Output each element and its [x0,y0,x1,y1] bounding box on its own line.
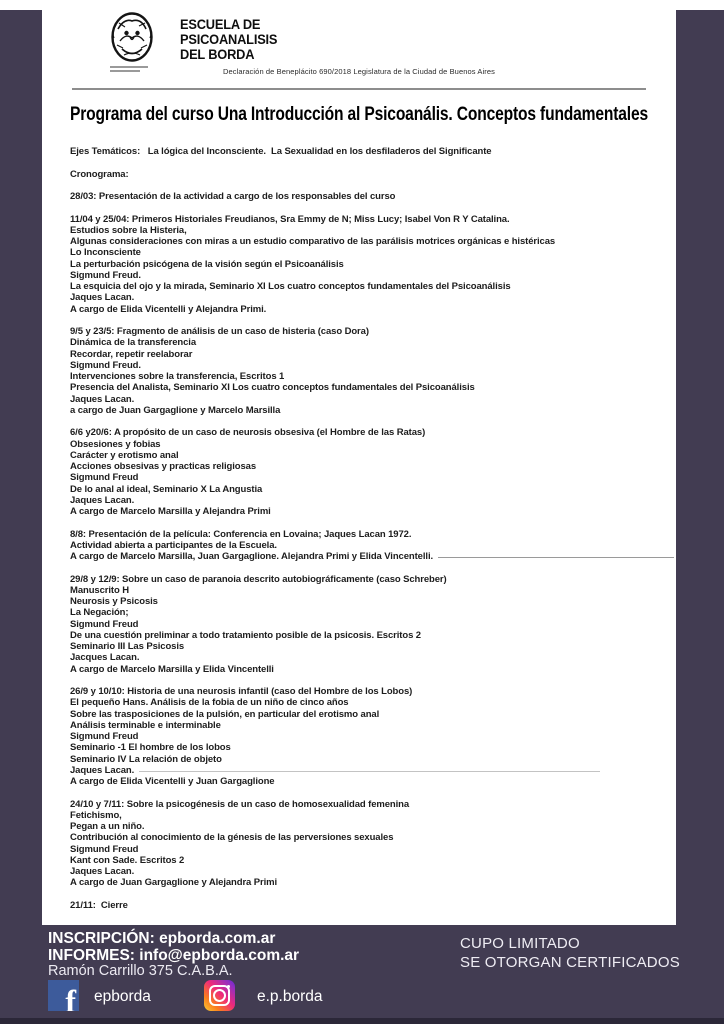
schedule-line-text: Carácter y erotismo anal [70,449,179,461]
schedule-line-text: 11/04 y 25/04: Primeros Historiales Freudianos, Sra Emmy de N; Miss Lucy; Isabel Von R Y Catalina. [70,213,510,225]
school-emblem-icon [108,11,156,63]
schedule-line-text: 24/10 y 7/11: Sobre la psicogénesis de un caso de homosexualidad femenina [70,798,410,810]
schedule-line-text: De una cuestión preliminar a todo tratamiento posible de la psicosis. Escritos 2 [70,629,421,641]
schedule-line [70,720,648,731]
schedule-line [70,360,648,371]
schedule-line [70,461,648,472]
schedule-line-text: A cargo de Elida Vicentelli y Juan Gargaglione [70,776,275,787]
schedule-line [70,371,648,382]
schedule-line-text: Sobre las trasposiciones de la pulsión, en particular del erotismo anal [70,708,380,720]
schedule-line [70,821,648,832]
schedule-line-text: Kant con Sade. Escritos 2 [70,854,185,866]
schedule-line [70,551,648,562]
schedule-line-text: Sigmund Freud [70,731,139,742]
inscription-line [48,930,275,948]
schedule-line-text: Sigmund Freud [70,472,139,484]
schedule-line-text: El pequeño Hans. Análisis de la fobia de un niño de cinco años [70,697,349,709]
schedule-line-text: Sigmund Freud [70,618,139,630]
schedule-section [70,326,648,416]
inscription-url[interactable]: epborda.com.ar [159,930,276,947]
schedule-line-text: A cargo de Elida Vicentelli y Alejandra Primi. [70,303,267,315]
schedule-line-text: La esquicia del ojo y la mirada, Seminario XI Los cuatro conceptos fundamentales del Psicoanálisis [70,281,511,292]
instagram-icon[interactable] [204,980,235,1011]
schedule-line [70,540,648,551]
schedule-line [70,394,648,405]
bottom-edge-shade [0,1018,724,1024]
schedule-line-text: Análisis terminable e interminable [70,719,221,731]
schedule-section [70,574,648,675]
schedule-line-text: Lo Inconsciente [70,247,141,259]
schedule-line [70,450,648,461]
schedule-line [70,619,648,630]
schedule-line [70,697,648,708]
cronograma-label: Cronograma: [70,168,129,180]
schedule-line [70,765,648,776]
schedule-line-text: A cargo de Juan Gargaglione y Alejandra Primi [70,877,278,889]
schedule-line [70,630,648,641]
cronograma-item-opening: 28/03: Presentación de la actividad a cargo de los responsables del curso [70,191,396,202]
ejes-tematicos-line: Ejes Temáticos: La lógica del Inconsciente. La Sexualidad en los desfiladeros del Significante [70,146,492,157]
schedule-line-text: Neurosis y Psicosis [70,596,158,607]
schedule-line [70,292,648,303]
schedule-line [70,844,648,855]
schedule-line-text: a cargo de Juan Gargaglione y Marcelo Marsilla [70,404,281,416]
schedule-line-text: 26/9 y 10/10: Historia de una neurosis infantil (caso del Hombre de los Lobos) [70,686,413,697]
schedule-line-text: Presencia del Analista, Seminario XI Los cuatro conceptos fundamentales del Psicoanálisis [70,382,475,394]
schedule-line [70,259,648,270]
schedule-line [70,754,648,765]
schedule-line [70,247,648,258]
schedule-line-text: Sigmund Freud. [70,359,141,371]
schedule-line [70,776,648,787]
schedule-line [70,236,648,247]
schedule-line [70,427,648,438]
schedule-line-text: A cargo de Marcelo Marsilla, Juan Gargaglione. Alejandra Primi y Elida Vincentelli. [70,551,434,562]
schedule-line-text: 29/8 y 12/9: Sobre un caso de paranoia descrito autobiográficamente (caso Schreber) [70,573,447,585]
schedule-line [70,574,648,585]
schedule-line-text: Dinámica de la transferencia [70,337,197,349]
schedule-line [70,731,648,742]
schedule-line-text: Acciones obsesivas y practicas religiosas [70,461,257,472]
schedule-line-text: Jaques Lacan. [70,393,135,405]
schedule-line-text: Seminario -1 El hombre de los lobos [70,742,231,754]
schedule-line [70,382,648,393]
schedule-line-text: A cargo de Marcelo Marsilla y Alejandra Primi [70,506,271,517]
schedule-line [70,281,648,292]
schedule-line [70,652,648,663]
document-page [42,0,676,925]
schedule-line [70,641,648,652]
schedule-line-text: Obsesiones y fobias [70,438,161,450]
notice-block [460,934,680,972]
schedule-line-text: La Negación; [70,607,129,619]
schedule-line [70,742,648,753]
schedule-section [70,799,648,889]
informes-label: INFORMES: [48,947,140,964]
schedule-line-text: Sigmund Freud. [70,269,141,281]
schedule-line [70,506,648,517]
schedule-line [70,607,648,618]
schedule-sections [70,214,648,889]
wordmark-line: PSICOANALISIS [180,32,278,47]
school-wordmark [180,17,277,62]
notice-line: CUPO LIMITADO [460,935,580,952]
schedule-line [70,664,648,675]
schedule-line-text: Algunas consideraciones con miras a un estudio comparativo de las parálisis motrices orgánicas e histéricas [70,236,556,247]
schedule-line-text: Pegan a un niño. [70,821,145,832]
schedule-line-text: Sigmund Freud [70,843,139,855]
schedule-line [70,225,648,236]
schedule-line [70,270,648,281]
schedule-line-text: Jaques Lacan. [70,764,135,776]
page-header [70,0,648,90]
inscription-label: INSCRIPCIÓN: [48,930,160,947]
schedule-line-text: Recordar, repetir reelaborar [70,348,193,360]
address-line: Ramón Carrillo 375 C.A.B.A. [48,963,233,979]
schedule-section [70,427,648,517]
schedule-line-text: Seminario III Las Psicosis [70,641,185,652]
schedule-line-text: Jaques Lacan. [70,866,135,877]
schedule-line [70,304,648,315]
facebook-handle[interactable]: epborda [94,988,151,1005]
divider-line [438,557,674,558]
schedule-line [70,855,648,866]
notice-line: SE OTORGAN CERTIFICADOS [460,954,680,971]
schedule-line [70,484,648,495]
instagram-handle[interactable]: e.p.borda [257,988,323,1005]
schedule-line [70,495,648,506]
camera-lens [213,989,226,1002]
schedule-line [70,439,648,450]
schedule-line [70,585,648,596]
schedule-line-text: Jacques Lacan. [70,652,140,664]
schedule-line-text: Actividad abierta a participantes de la Escuela. [70,539,277,551]
schedule-line-text: 8/8: Presentación de la película: Conferencia en Lovaina; Jaques Lacan 1972. [70,528,412,540]
informes-email[interactable]: info@epborda.com.ar [139,947,300,964]
divider-line [139,771,600,772]
schedule-line-text: A cargo de Marcelo Marsilla y Elida Vincentelli [70,663,274,675]
schedule-line-text: Fetichismo, [70,809,122,821]
schedule-line [70,405,648,416]
schedule-line [70,472,648,483]
schedule-section [70,686,648,787]
schedule-line-text: La perturbación psicógena de la visión según el Psicoanálisis [70,258,344,270]
page-title: Programa del curso Una Introducción al Psicoanális. Conceptos fundamentales [70,104,649,125]
schedule-line [70,686,648,697]
schedule-line-text: Manuscrito H [70,584,129,596]
schedule-line-text: Jaques Lacan. [70,494,135,506]
schedule-line [70,866,648,877]
schedule-line-text: Seminario IV La relación de objeto [70,753,222,765]
schedule-line [70,810,648,821]
schedule-line [70,799,648,810]
declaration-text: Declaración de Beneplácito 690/2018 Legislatura de la Ciudad de Buenos Aires [223,67,495,76]
schedule-line-text: Jaques Lacan. [70,292,135,304]
schedule-line-text: 9/5 y 23/5: Fragmento de análisis de un caso de histeria (caso Dora) [70,326,369,337]
schedule-line [70,214,648,225]
schedule-line-text: Intervenciones sobre la transferencia, Escritos 1 [70,371,285,382]
schedule-line [70,596,648,607]
wordmark-line: ESCUELA DE [180,17,261,32]
schedule-line [70,337,648,348]
cronograma-item-closing: 21/11: Cierre [70,899,128,911]
schedule-line [70,709,648,720]
schedule-line-text: 6/6 y20/6: A propósito de un caso de neurosis obsesiva (el Hombre de las Ratas) [70,427,426,439]
schedule-line-text: Contribución al conocimiento de la génesis de las perversiones sexuales [70,832,394,844]
schedule-section [70,214,648,315]
schedule-line [70,832,648,843]
schedule-line-text: De lo anal al ideal, Seminario X La Angustia [70,483,263,495]
schedule-line [70,529,648,540]
schedule-line-text: Estudios sobre la Histeria, [70,224,187,236]
header-divider [72,88,646,90]
facebook-icon[interactable]: f [48,980,79,1011]
camera-flash-dot [227,985,230,988]
schedule-line [70,326,648,337]
schedule-section [70,529,648,563]
wordmark-line: DEL BORDA [180,47,255,62]
schedule-line [70,349,648,360]
schedule-line [70,877,648,888]
